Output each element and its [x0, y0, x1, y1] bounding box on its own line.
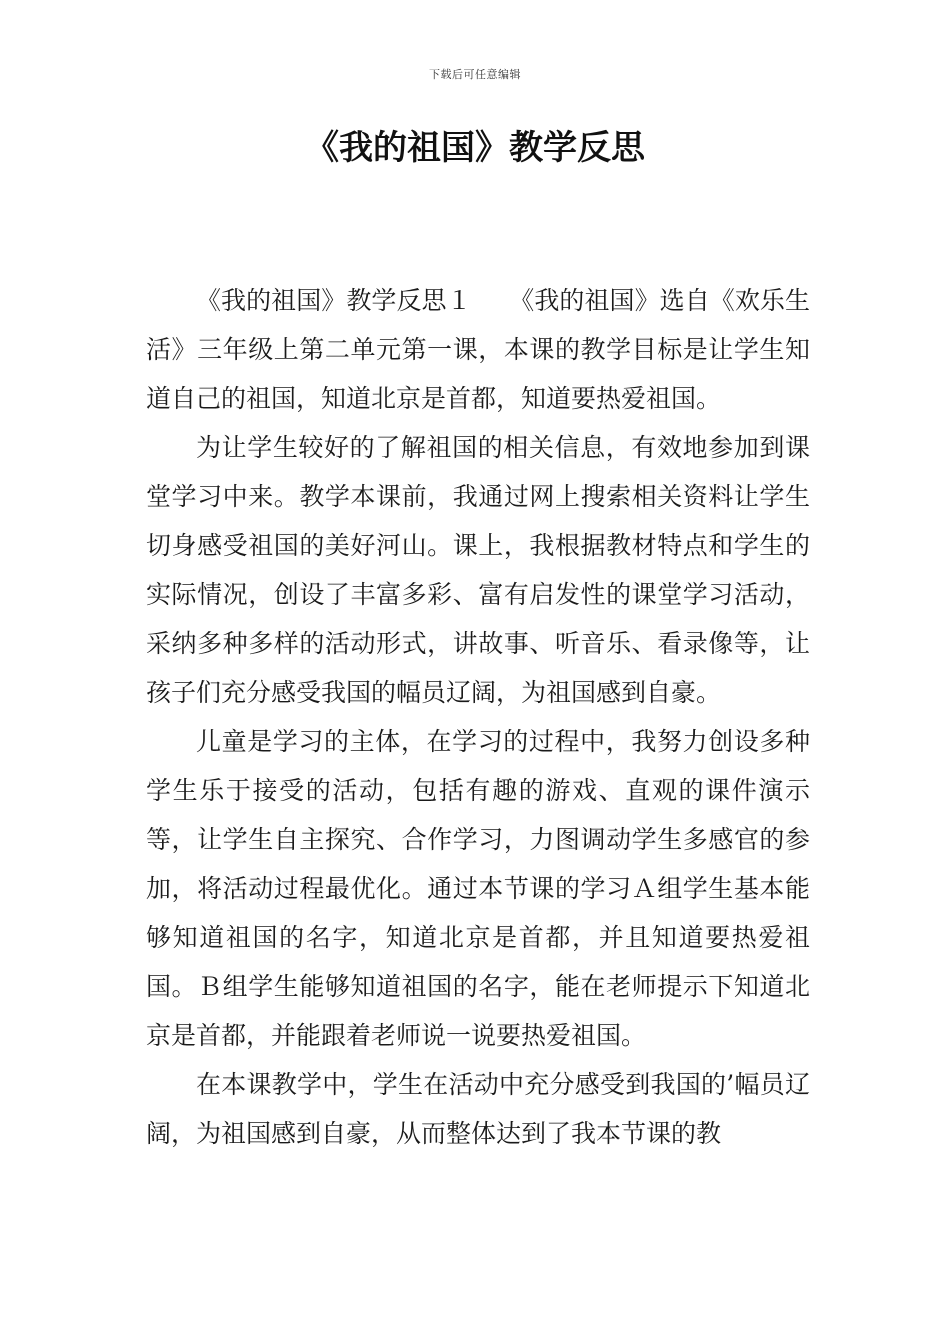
page-title: 《我的祖国》教学反思: [305, 128, 645, 168]
paragraph-4: 在本课教学中，学生在活动中充分感受到我国的’幅员辽阔，为祖国感到自豪，从而整体达到了我本节课的教: [146, 1070, 810, 1148]
paragraph-2: 为让学生较好的了解祖国的相关信息，有效地参加到课堂学习中来。教学本课前，我通过网上搜索相关资料让学生切身感受祖国的美好河山。课上，我根据教材特点和学生的实际情况，创设了丰富多彩、富有启发性的课堂学习活动，采纳多种多样的活动形式，讲故事、听音乐、看录像等，让孩子们充分感受我国的幅员辽阔，为祖国感到自豪。: [146, 433, 810, 707]
paragraph-3: 儿童是学习的主体，在学习的过程中，我努力创设多种学生乐于接受的活动，包括有趣的游戏、直观的课件演示等，让学生自主探究、合作学习，力图调动学生多感官的参加，将活动过程最优化。通过本节课的学习Ａ组学生基本能够知道祖国的名字，知道北京是首都，并且知道要热爱祖国。Ｂ组学生能够知道祖国的名字，能在老师提示下知道北京是首都，并能跟着老师说一说要热爱祖国。: [146, 727, 810, 1050]
header-note: 下载后可任意编辑: [429, 68, 521, 81]
paragraph-1: 《我的祖国》教学反思１ 《我的祖国》选自《欢乐生活》三年级上第二单元第一课，本课的教学目标是让学生知道自己的祖国，知道北京是首都，知道要热爱祖国。: [146, 286, 810, 413]
document-body: [146, 276, 810, 1158]
